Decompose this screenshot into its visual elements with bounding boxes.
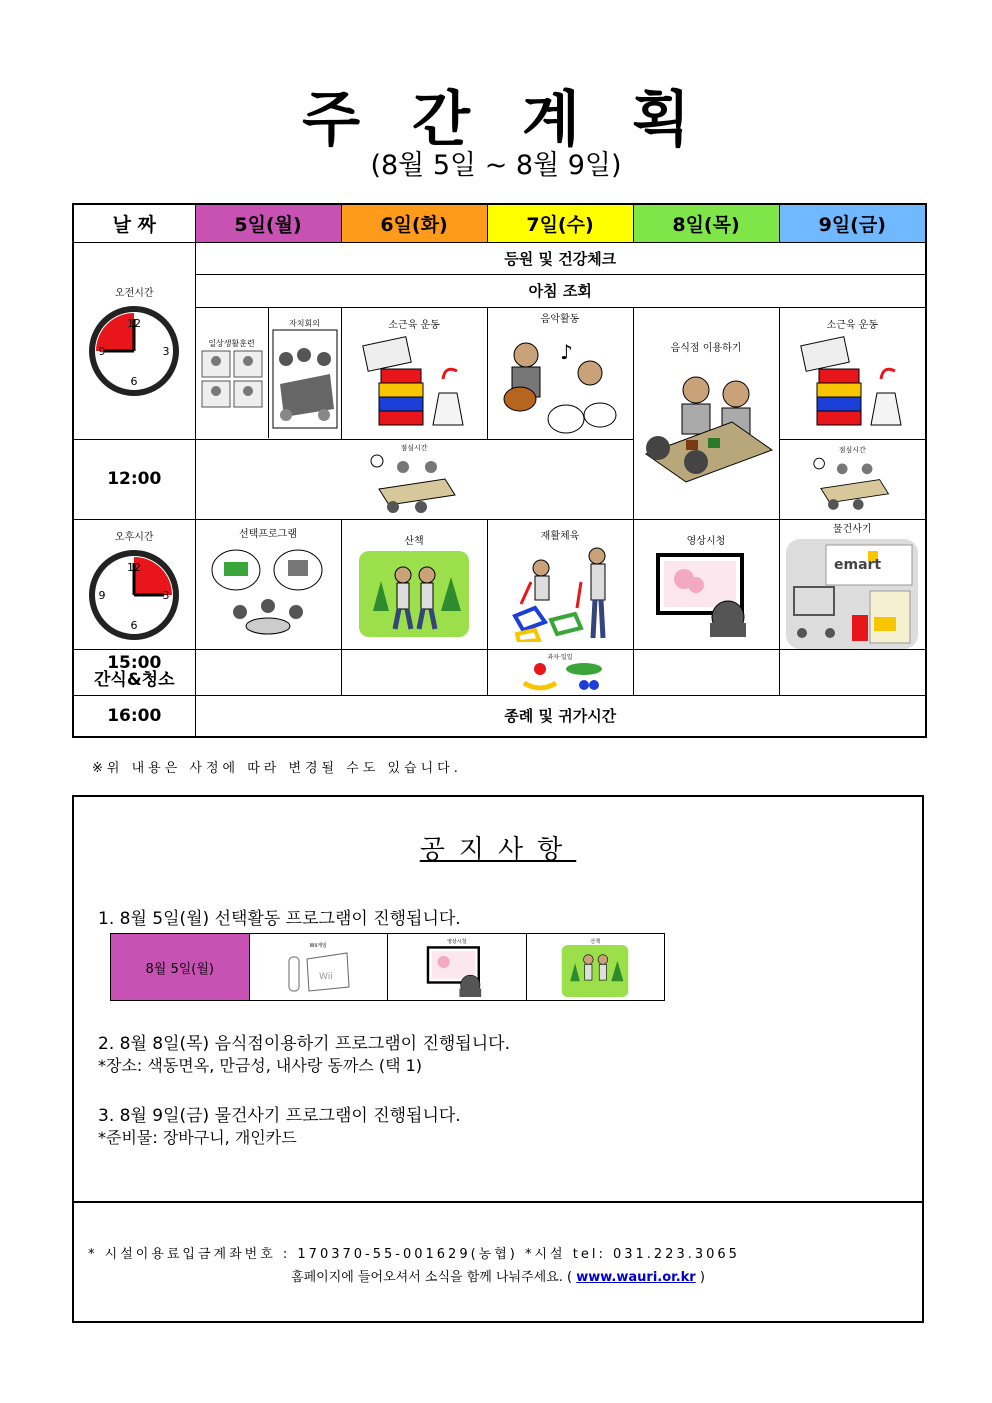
self-meeting-label: 자치회의 xyxy=(289,318,320,328)
choice-wii-cell xyxy=(249,934,388,1001)
wii-text: Wii xyxy=(319,971,333,982)
pm-activity-thu xyxy=(633,519,779,649)
snack-wed xyxy=(487,649,633,695)
day-header-tue: 6일(화) xyxy=(341,204,487,242)
snack-label: 간식&청소 xyxy=(93,670,175,690)
rehab-pe-label: 재활체육 xyxy=(540,530,580,542)
pm-activity-tue xyxy=(341,519,487,649)
cup-stacking-icon xyxy=(359,335,469,430)
video-watching-small-icon xyxy=(425,945,489,997)
walk-icon xyxy=(359,551,469,637)
page-title: 주간계획 xyxy=(302,85,742,155)
snack-icon xyxy=(510,661,610,693)
svg-text:♪: ♪ xyxy=(560,339,573,364)
choice-program-icon xyxy=(206,544,330,644)
pm-activity-wed xyxy=(487,519,633,649)
am-activity-thu xyxy=(633,307,779,519)
pm-time-cell xyxy=(73,519,195,649)
restaurant-label: 음식점 이용하기 xyxy=(670,342,742,354)
pm-activity-mon xyxy=(195,519,341,649)
choice-video-cell xyxy=(388,934,527,1001)
snack-mon xyxy=(195,649,341,695)
am-activity-mon xyxy=(195,307,341,439)
music-label: 음악활동 xyxy=(540,313,580,325)
footer-paren-close: ) xyxy=(699,1270,705,1285)
snack-thu xyxy=(633,649,779,695)
notice-divider xyxy=(74,1201,922,1203)
wii-console-icon xyxy=(283,949,353,993)
video-label: 영상시청 xyxy=(447,938,467,945)
lunch-icon-fri xyxy=(812,455,892,513)
snack-tue xyxy=(341,649,487,695)
walk-small-icon xyxy=(560,945,630,997)
svg-text:9: 9 xyxy=(98,588,106,602)
notice-item-2: 2. 8월 8일(목) 음식점이용하기 프로그램이 진행됩니다. xyxy=(98,1034,510,1054)
am-label: 오전시간 xyxy=(114,288,154,299)
clock-am-icon xyxy=(88,305,180,397)
snack-time: 15:00 xyxy=(107,653,162,673)
pm-label: 오후시간 xyxy=(114,531,154,543)
notice-item-3: 3. 8월 9일(금) 물건사기 프로그램이 진행됩니다. xyxy=(98,1106,461,1126)
end-of-day-row: 종례 및 귀가시간 xyxy=(195,695,926,737)
arrival-row: 등원 및 건강체크 xyxy=(195,242,926,274)
svg-text:12: 12 xyxy=(127,560,142,574)
lunch-icon xyxy=(369,453,459,515)
walk-small-label: 산책 xyxy=(590,938,601,945)
notice-item-3-sub: *준비물: 장바구니, 개인카드 xyxy=(98,1128,297,1147)
music-band-icon xyxy=(496,329,624,437)
am-activity-wed xyxy=(487,307,633,439)
weekly-schedule-table xyxy=(72,203,927,738)
snack-pic-label: 과자·일일 xyxy=(547,653,573,661)
svg-text:3: 3 xyxy=(162,588,170,602)
page-subtitle: (8월 5일 ~ 8월 9일) xyxy=(370,150,622,181)
lunch-label: 점심시간 xyxy=(400,444,428,452)
pm-activity-fri xyxy=(779,519,926,649)
schedule-note: ※위 내용은 사정에 따라 변경될 수도 있습니다. xyxy=(92,761,462,776)
choice-date-cell: 8월 5일(월) xyxy=(111,934,250,1001)
am-activity-tue xyxy=(341,307,487,439)
am-time-cell xyxy=(73,242,195,439)
walk-label: 산책 xyxy=(404,535,424,547)
fine-motor-label-fri: 소근육 운동 xyxy=(826,320,878,331)
daily-life-label: 일상생활훈련 xyxy=(208,338,255,348)
wii-label: Wii게임 xyxy=(309,942,327,949)
lunch-label-fri: 점심시간 xyxy=(838,446,866,454)
notice-box xyxy=(72,795,924,1323)
notice-title: 공지사항 xyxy=(419,835,577,865)
footer-account-info: * 시설이용료입금계좌번호 : 170370-55-001629(농협) *시설 tel: 031.223.3065 xyxy=(88,1247,740,1262)
day-header-mon: 5일(월) xyxy=(195,204,341,242)
rehab-pe-icon xyxy=(505,546,615,642)
date-label: 날 짜 xyxy=(73,204,195,242)
svg-text:9: 9 xyxy=(98,345,106,358)
video-watching-icon xyxy=(656,551,756,637)
notice-item-2-sub: *장소: 색동면옥, 만금성, 내사랑 동까스 (택 1) xyxy=(98,1056,423,1075)
daily-life-icon xyxy=(200,349,264,409)
fine-motor-label: 소근육 운동 xyxy=(388,320,440,331)
morning-meeting-row: 아침 조회 xyxy=(195,274,926,307)
snack-time-cell xyxy=(73,649,195,695)
emart-text: emart xyxy=(834,556,882,573)
restaurant-icon xyxy=(636,358,776,488)
end-time: 16:00 xyxy=(73,695,195,737)
homepage-link[interactable]: www.wauri.or.kr xyxy=(576,1270,696,1285)
day-header-fri: 9일(금) xyxy=(779,204,926,242)
lunch-cell-fri xyxy=(779,439,926,519)
clock-pm-icon xyxy=(88,549,180,641)
am-activity-fri xyxy=(779,307,926,439)
svg-text:12: 12 xyxy=(127,317,142,330)
svg-text:6: 6 xyxy=(130,375,138,388)
day-header-wed: 7일(수) xyxy=(487,204,633,242)
choice-program-table xyxy=(110,933,665,1001)
snack-fri xyxy=(779,649,926,695)
video-watching-label: 영상시청 xyxy=(686,535,726,547)
lunch-cell xyxy=(195,439,633,519)
day-header-thu: 8일(목) xyxy=(633,204,779,242)
footer-homepage-line xyxy=(74,1266,922,1285)
notice-item-1: 1. 8월 5일(월) 선택활동 프로그램이 진행됩니다. xyxy=(98,909,461,929)
noon-time: 12:00 xyxy=(73,439,195,519)
choice-walk-cell xyxy=(526,934,665,1001)
meeting-icon xyxy=(272,329,338,429)
svg-text:3: 3 xyxy=(162,345,170,358)
svg-text:6: 6 xyxy=(130,618,138,632)
shopping-icon xyxy=(786,539,918,649)
shopping-label: 물건사기 xyxy=(832,523,872,535)
footer-homepage-text: 홈페이지에 들어오셔서 소식을 함께 나눠주세요. ( xyxy=(291,1270,573,1285)
cup-stacking-icon-fri xyxy=(797,335,907,430)
choice-program-label: 선택프로그램 xyxy=(239,528,297,540)
